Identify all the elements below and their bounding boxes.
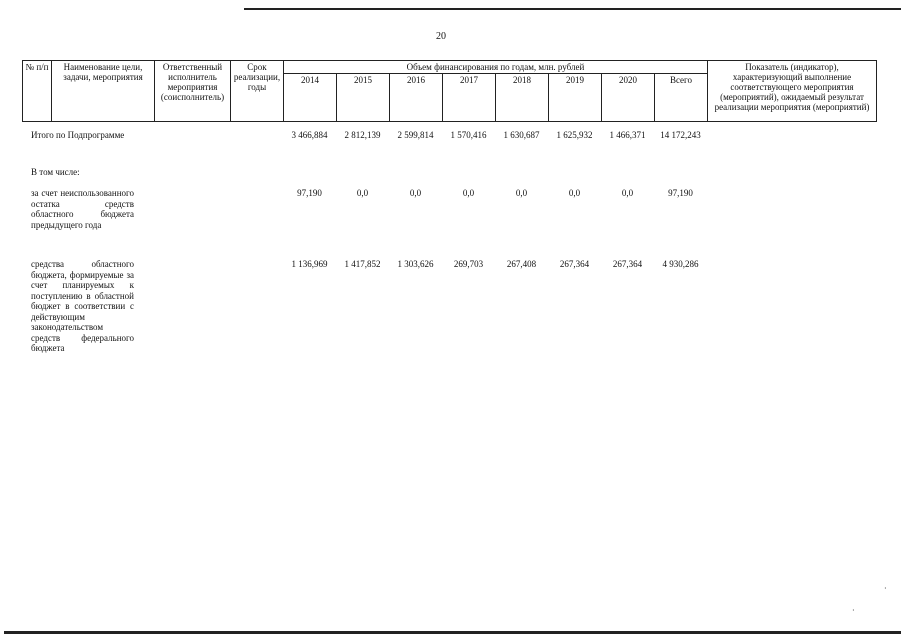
value-cell: 0,0 (621, 188, 634, 198)
header-col-indicator: Показатель (индикатор), характеризующий выполнение соответствующего мероприятия (мероприятий), ожидаемый результат реализации мероприятия (мероприятий) (708, 61, 877, 122)
header-col-name: Наименование цели, задачи, мероприятия (52, 61, 155, 122)
value-cell: 0,0 (568, 188, 581, 198)
value-cell: 2 599,814 (397, 130, 434, 140)
value-cell: 3 466,884 (291, 130, 328, 140)
value-cell: 1 417,852 (344, 259, 381, 269)
row-label-total: Итого по Подпрограмме (31, 130, 125, 140)
value-cell: 0,0 (356, 188, 369, 198)
header-year-2014: 2014 (284, 74, 337, 122)
value-cell: 0,0 (462, 188, 475, 198)
value-cell: 1 630,687 (503, 130, 540, 140)
header-col-num: № п/п (23, 61, 52, 122)
row-label-including: В том числе: (31, 167, 80, 177)
value-cell: 14 172,243 (660, 130, 701, 140)
value-cell: 4 930,286 (662, 259, 699, 269)
header-col-finance: Объем финансирования по годам, млн. рублей (284, 61, 708, 74)
bottom-rule (4, 631, 901, 634)
value-cell: 267,364 (612, 259, 643, 269)
header-total: Всего (655, 74, 708, 122)
header-col-term: Срок реализации, годы (231, 61, 284, 122)
row-label-unused-balance: за счет неиспользованного остатка средств областного бюджета предыдущего года (31, 188, 134, 230)
value-cell: 267,364 (559, 259, 590, 269)
row-label-federal-funds: средства областного бюджета, формируемые за счет планируемых к поступлению в областной бюджет в соответствии с действующим законодательством средств федерального бюджета (31, 259, 134, 353)
scan-speck: · (884, 584, 887, 593)
value-cell: 1 570,416 (450, 130, 487, 140)
page-number: 20 (436, 31, 446, 42)
value-cell: 1 466,371 (609, 130, 646, 140)
value-cell: 2 812,139 (344, 130, 381, 140)
header-year-2018: 2018 (496, 74, 549, 122)
header-col-responsible: Ответственный исполнитель мероприятия (соисполнитель) (155, 61, 231, 122)
value-cell: 267,408 (506, 259, 537, 269)
value-cell: 0,0 (409, 188, 422, 198)
header-year-2016: 2016 (390, 74, 443, 122)
top-rule (244, 8, 901, 10)
scan-speck: · (852, 606, 855, 615)
header-year-2017: 2017 (443, 74, 496, 122)
value-cell: 0,0 (515, 188, 528, 198)
value-cell: 269,703 (453, 259, 484, 269)
value-cell: 97,190 (297, 188, 322, 198)
value-cell: 1 136,969 (291, 259, 328, 269)
value-cell: 1 303,626 (397, 259, 434, 269)
header-year-2015: 2015 (337, 74, 390, 122)
header-year-2020: 2020 (602, 74, 655, 122)
value-cell: 97,190 (668, 188, 693, 198)
header-table (22, 60, 877, 122)
value-cell: 1 625,932 (556, 130, 593, 140)
header-year-2019: 2019 (549, 74, 602, 122)
